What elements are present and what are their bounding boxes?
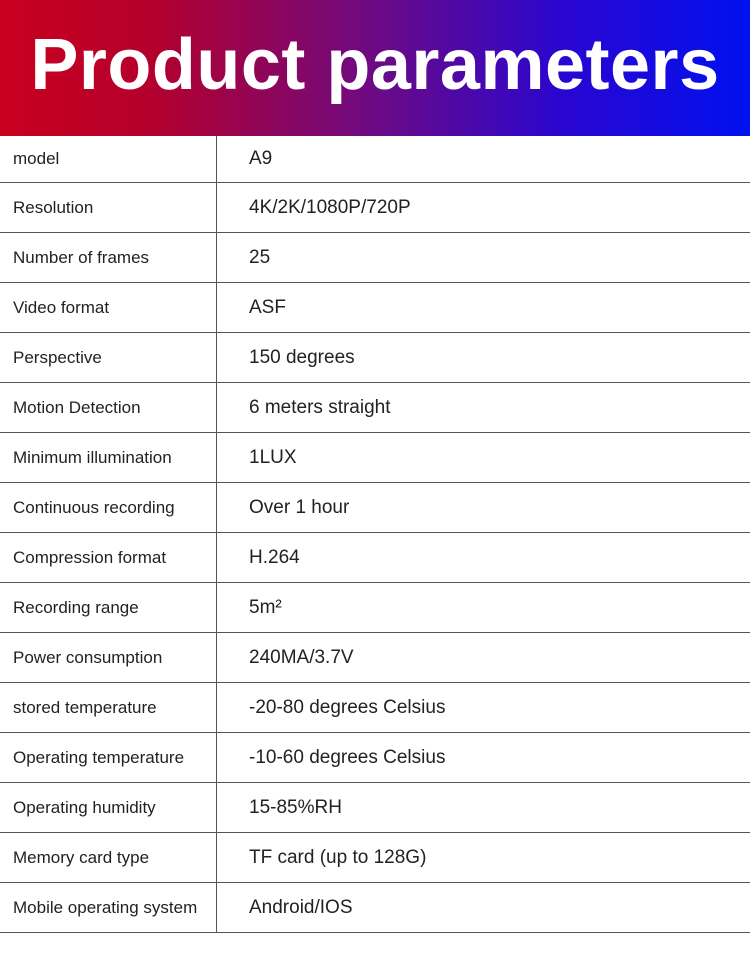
table-row (0, 783, 750, 833)
spec-value: 1LUX (249, 446, 297, 468)
table-row (0, 733, 750, 783)
table-row (0, 233, 750, 283)
spec-value: A9 (249, 148, 273, 169)
spec-label: Perspective (13, 347, 102, 367)
column-divider (216, 183, 217, 232)
spec-label: Video format (13, 297, 110, 317)
spec-label: Recording range (13, 597, 139, 617)
spec-value: -20-80 degrees Celsius (249, 696, 446, 718)
spec-value: Over 1 hour (249, 496, 350, 518)
table-row (0, 883, 750, 933)
spec-value: 15-85%RH (249, 796, 342, 818)
spec-label: Resolution (13, 197, 94, 217)
spec-label: Memory card type (13, 847, 150, 867)
table-row (0, 383, 750, 433)
spec-label: Operating humidity (13, 797, 156, 817)
spec-label: stored temperature (13, 697, 157, 717)
column-divider (216, 633, 217, 682)
page-title: Product parameters (30, 25, 720, 105)
table-row (0, 483, 750, 533)
spec-value: 6 meters straight (249, 396, 391, 418)
column-divider (216, 283, 217, 332)
table-row (0, 583, 750, 633)
spec-value: Android/IOS (249, 896, 353, 918)
column-divider (216, 233, 217, 282)
column-divider (216, 433, 217, 482)
column-divider (216, 483, 217, 532)
header-banner (0, 0, 750, 136)
table-row (0, 633, 750, 683)
spec-value: 25 (249, 246, 271, 268)
table-row (0, 433, 750, 483)
spec-label: Continuous recording (13, 497, 175, 517)
spec-table (0, 136, 750, 933)
table-row (0, 533, 750, 583)
spec-value: 4K/2K/1080P/720P (249, 196, 411, 218)
spec-label: Number of frames (13, 247, 150, 267)
column-divider (216, 533, 217, 582)
spec-label: Power consumption (13, 647, 163, 667)
spec-label: Compression format (13, 547, 167, 567)
column-divider (216, 783, 217, 832)
table-row (0, 333, 750, 383)
spec-value: -10-60 degrees Celsius (249, 746, 446, 768)
spec-label: Mobile operating system (13, 897, 198, 917)
spec-value: H.264 (249, 546, 300, 568)
table-row (0, 283, 750, 333)
spec-value: 240MA/3.7V (249, 646, 354, 668)
spec-label: Motion Detection (13, 397, 141, 417)
column-divider (216, 833, 217, 882)
column-divider (216, 333, 217, 382)
column-divider (216, 883, 217, 932)
table-row (0, 683, 750, 733)
spec-label: Operating temperature (13, 747, 185, 767)
table-row (0, 136, 750, 183)
column-divider (216, 383, 217, 432)
spec-label: model (13, 149, 60, 168)
table-row (0, 833, 750, 883)
spec-value: 5m² (249, 596, 282, 618)
spec-label: Minimum illumination (13, 447, 172, 467)
column-divider (216, 583, 217, 632)
spec-value: ASF (249, 296, 286, 318)
column-divider (216, 683, 217, 732)
spec-value: 150 degrees (249, 346, 355, 368)
spec-value: TF card (up to 128G) (249, 846, 427, 868)
column-divider (216, 733, 217, 782)
column-divider (216, 136, 217, 182)
table-row (0, 183, 750, 233)
